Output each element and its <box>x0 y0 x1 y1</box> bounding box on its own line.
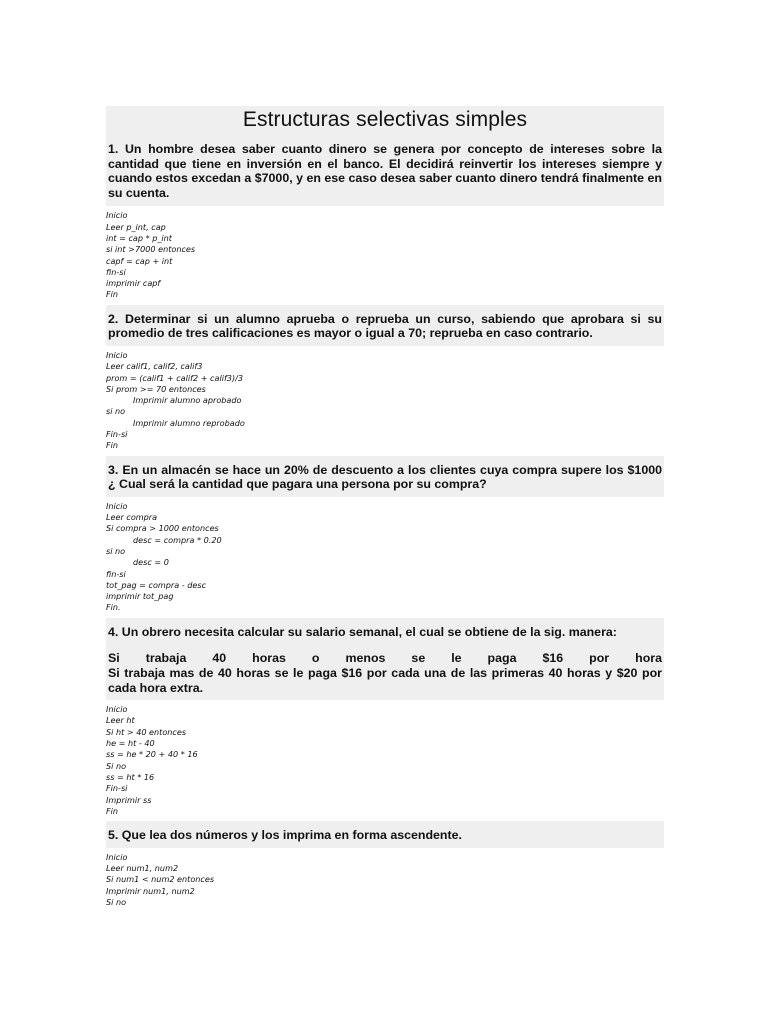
code-line: Inicio <box>106 704 128 715</box>
code-line: Imprimir ss <box>106 794 152 805</box>
exercise-5-question: 5. Que lea dos números y los imprima en forma ascendente. <box>108 828 462 843</box>
code-line: Fin. <box>106 602 121 613</box>
code-line: he = ht - 40 <box>106 738 155 749</box>
code-line: int = cap * p_int <box>106 232 172 243</box>
code-line: imprimir tot_pag <box>106 591 174 602</box>
code-line: Fin <box>106 805 119 816</box>
code-line: desc = compra * 0.20 <box>133 534 222 545</box>
exercise-3-question-box <box>106 456 664 497</box>
code-line: Leer num1, num2 <box>106 863 179 873</box>
code-line: Fin <box>106 289 119 300</box>
code-line: si int >7000 entonces <box>106 244 196 255</box>
exercise-5-code <box>106 848 664 912</box>
code-line: desc = 0 <box>133 557 169 568</box>
code-line: Inicio <box>106 500 128 511</box>
exercise-1-question: 1. Un hombre desea saber cuanto dinero se genera por concepto de intereses sobre la cantidad que tiene en inversión en el banco. El decidirá reinvertir los intereses siempre y cuando estos excedan a $7000, y en ese caso desea saber cuanto dinero tendrá finalmente en su cuenta. <box>108 142 662 200</box>
code-line: imprimir capf <box>106 278 161 289</box>
code-line: ss = ht * 16 <box>106 771 155 782</box>
code-line: si no <box>106 406 126 417</box>
code-line: Leer calif1, calif2, calif3 <box>106 361 203 372</box>
exercise-4-question-box <box>106 618 664 700</box>
code-line: Si ht > 40 entonces <box>106 726 187 737</box>
exercise-1-code <box>106 206 664 304</box>
code-line: Imprimir alumno aprobado <box>133 395 242 406</box>
exercise-2-code <box>106 346 664 456</box>
code-line: ss = he * 20 + 40 * 16 <box>106 749 198 760</box>
exercise-4-question: 4. Un obrero necesita calcular su salario semanal, el cual se obtiene de la sig. manera: <box>108 624 617 639</box>
code-line: Inicio <box>106 851 128 862</box>
exercise-2-question: 2. Determinar si un alumno aprueba o reprueba un curso, sabiendo que aprobara si su promedio de tres calificaciones es mayor o igual a 70; reprueba en caso contrario. <box>108 311 662 341</box>
code-line: si no <box>106 545 126 556</box>
document-page <box>106 106 664 912</box>
code-line: Fin-si <box>106 783 128 794</box>
exercise-2-question-box <box>106 305 664 346</box>
code-line: Si compra > 1000 entonces <box>106 523 219 534</box>
code-line: Imprimir alumno reprobado <box>133 417 245 428</box>
title-and-q1-block <box>106 106 664 206</box>
code-line: Si num1 < num2 entonces <box>106 874 215 885</box>
code-line: Inicio <box>106 210 128 221</box>
exercise-3-code <box>106 497 664 618</box>
exercise-4-code <box>106 700 664 821</box>
code-line: Leer p_int, cap <box>106 221 166 232</box>
code-line: Fin <box>106 440 119 451</box>
code-line: capf = cap + int <box>106 255 173 266</box>
exercise-3-question: 3. En un almacén se hace un 20% de descuento a los clientes cuya compra supere los $1000 ¿ Cual será la cantidad que pagara una persona por su compra? <box>108 462 662 492</box>
code-line: prom = (calif1 + calif2 + calif3)/3 <box>106 372 243 383</box>
page-title: Estructuras selectivas simples <box>242 108 528 131</box>
code-line: Leer ht <box>106 715 135 726</box>
code-line: Si no <box>106 896 127 907</box>
code-line: tot_pag = compra - desc <box>106 579 207 590</box>
code-line: Si prom >= 70 entonces <box>106 383 206 394</box>
exercise-5-question-box <box>106 821 664 848</box>
code-line: Inicio <box>106 349 128 360</box>
code-line: Si no <box>106 760 127 771</box>
code-line: Fin-si <box>106 429 128 440</box>
code-line: Imprimir num1, num2 <box>106 885 195 896</box>
code-line: Leer compra <box>106 512 158 523</box>
exercise-4-question-line3: Si trabaja mas de 40 horas se le paga $16 por cada una de las primeras 40 horas y $20 por cada hora extra. <box>108 665 662 695</box>
code-line: fin-si <box>106 568 126 579</box>
code-line: fin-si <box>106 266 126 277</box>
exercise-4-question-line2: Si trabaja 40 horas o menos se le paga $16 por hora <box>108 651 662 666</box>
